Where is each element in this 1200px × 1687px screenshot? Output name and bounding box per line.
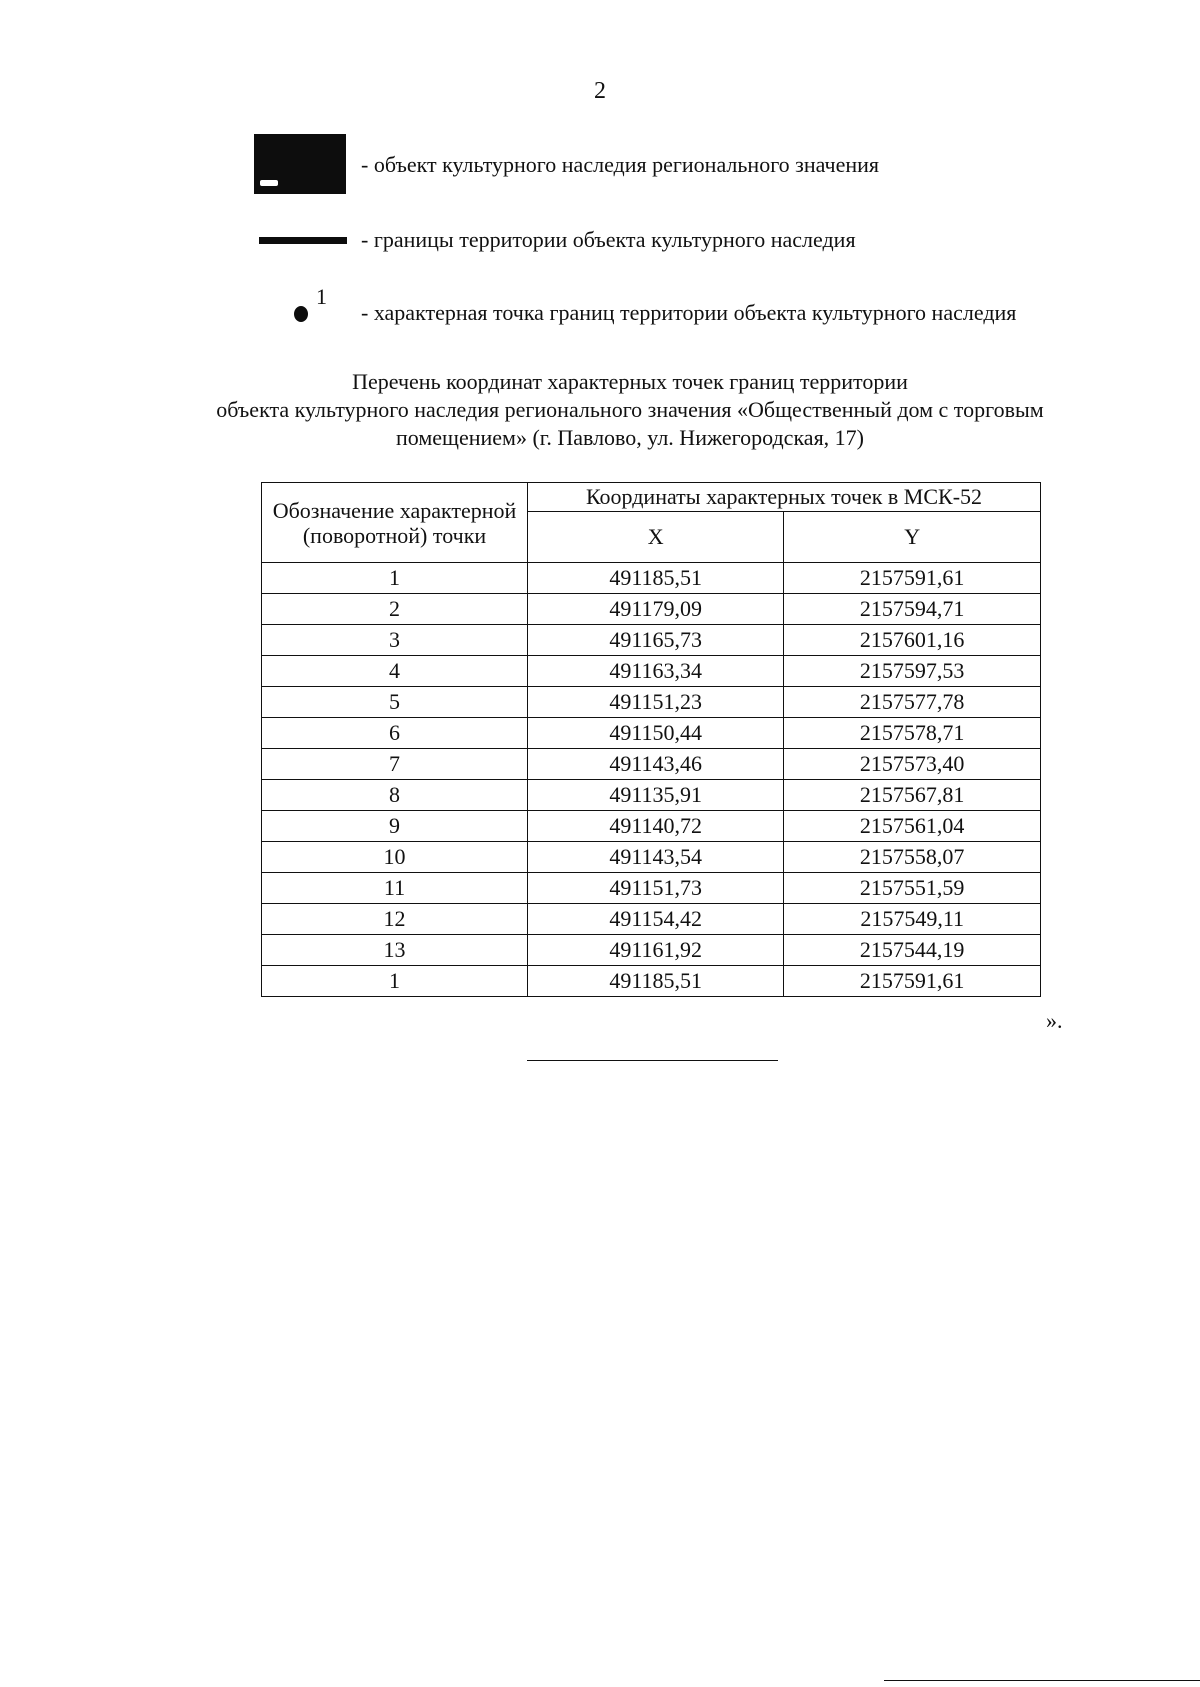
cultural-heritage-object-swatch — [254, 134, 346, 194]
cell-point: 4 — [262, 656, 528, 687]
legend-point-label: - характерная точка границ территории объекта культурного наследия — [361, 300, 1017, 325]
cell-y: 2157578,71 — [784, 718, 1041, 749]
table-row — [262, 749, 1041, 780]
legend-point-marker: 1 — [316, 284, 327, 309]
boundary-line-swatch — [259, 237, 347, 244]
closing-quote: ». — [1046, 1008, 1063, 1033]
cell-y: 2157597,53 — [784, 656, 1041, 687]
cell-x: 491143,46 — [528, 749, 784, 780]
cell-x: 491151,73 — [528, 873, 784, 904]
cell-point: 11 — [262, 873, 528, 904]
cell-y: 2157601,16 — [784, 625, 1041, 656]
cell-point: 5 — [262, 687, 528, 718]
cell-y: 2157561,04 — [784, 811, 1041, 842]
table-row — [262, 966, 1041, 997]
column-header-designation: Обозначение характерной (поворотной) точки — [262, 483, 528, 563]
table-row — [262, 625, 1041, 656]
cell-point: 1 — [262, 563, 528, 594]
cell-point: 3 — [262, 625, 528, 656]
heading-line-1: Перечень координат характерных точек границ территории — [352, 369, 908, 394]
cell-point: 10 — [262, 842, 528, 873]
cell-x: 491140,72 — [528, 811, 784, 842]
cell-point: 13 — [262, 935, 528, 966]
cell-x: 491165,73 — [528, 625, 784, 656]
cell-y: 2157558,07 — [784, 842, 1041, 873]
column-header-y: Y — [784, 512, 1041, 563]
cell-x: 491179,09 — [528, 594, 784, 625]
cell-x: 491185,51 — [528, 966, 784, 997]
legend-object-label: - объект культурного наследия регионального значения — [361, 152, 880, 177]
cell-y: 2157591,61 — [784, 966, 1041, 997]
column-header-x: X — [528, 512, 784, 563]
table-row — [262, 594, 1041, 625]
heading-line-3: помещением» (г. Павлово, ул. Нижегородская, 17) — [395, 425, 865, 450]
table-row — [262, 563, 1041, 594]
cell-y: 2157573,40 — [784, 749, 1041, 780]
table-row — [262, 935, 1041, 966]
coordinates-table — [261, 482, 1041, 997]
coordinates-heading — [150, 368, 1110, 452]
cell-point: 9 — [262, 811, 528, 842]
cell-point: 12 — [262, 904, 528, 935]
table-row — [262, 811, 1041, 842]
table-row — [262, 687, 1041, 718]
cell-point: 8 — [262, 780, 528, 811]
table-row — [262, 873, 1041, 904]
cell-x: 491151,23 — [528, 687, 784, 718]
cell-y: 2157577,78 — [784, 687, 1041, 718]
cell-x: 491163,34 — [528, 656, 784, 687]
characteristic-point-dot-icon — [294, 306, 308, 322]
legend-boundary-label: - границы территории объекта культурного наследия — [361, 227, 856, 252]
table-row — [262, 780, 1041, 811]
cell-y: 2157594,71 — [784, 594, 1041, 625]
separator-line — [527, 1060, 778, 1061]
cell-point: 6 — [262, 718, 528, 749]
cell-x: 491143,54 — [528, 842, 784, 873]
cell-y: 2157549,11 — [784, 904, 1041, 935]
table-row — [262, 842, 1041, 873]
cell-y: 2157544,19 — [784, 935, 1041, 966]
heading-line-2: объекта культурного наследия регионального значения «Общественный дом с торговым — [216, 397, 1044, 422]
cell-x: 491154,42 — [528, 904, 784, 935]
cell-x: 491135,91 — [528, 780, 784, 811]
table-row — [262, 718, 1041, 749]
cell-y: 2157567,81 — [784, 780, 1041, 811]
column-header-coordinates: Координаты характерных точек в МСК-52 — [528, 483, 1041, 512]
swatch-speck — [260, 180, 278, 186]
footer-line — [884, 1680, 1200, 1681]
cell-y: 2157551,59 — [784, 873, 1041, 904]
page-number: 2 — [594, 78, 606, 104]
cell-x: 491161,92 — [528, 935, 784, 966]
cell-x: 491150,44 — [528, 718, 784, 749]
table-row — [262, 904, 1041, 935]
table-row — [262, 656, 1041, 687]
cell-point: 1 — [262, 966, 528, 997]
cell-point: 7 — [262, 749, 528, 780]
cell-x: 491185,51 — [528, 563, 784, 594]
cell-point: 2 — [262, 594, 528, 625]
cell-y: 2157591,61 — [784, 563, 1041, 594]
